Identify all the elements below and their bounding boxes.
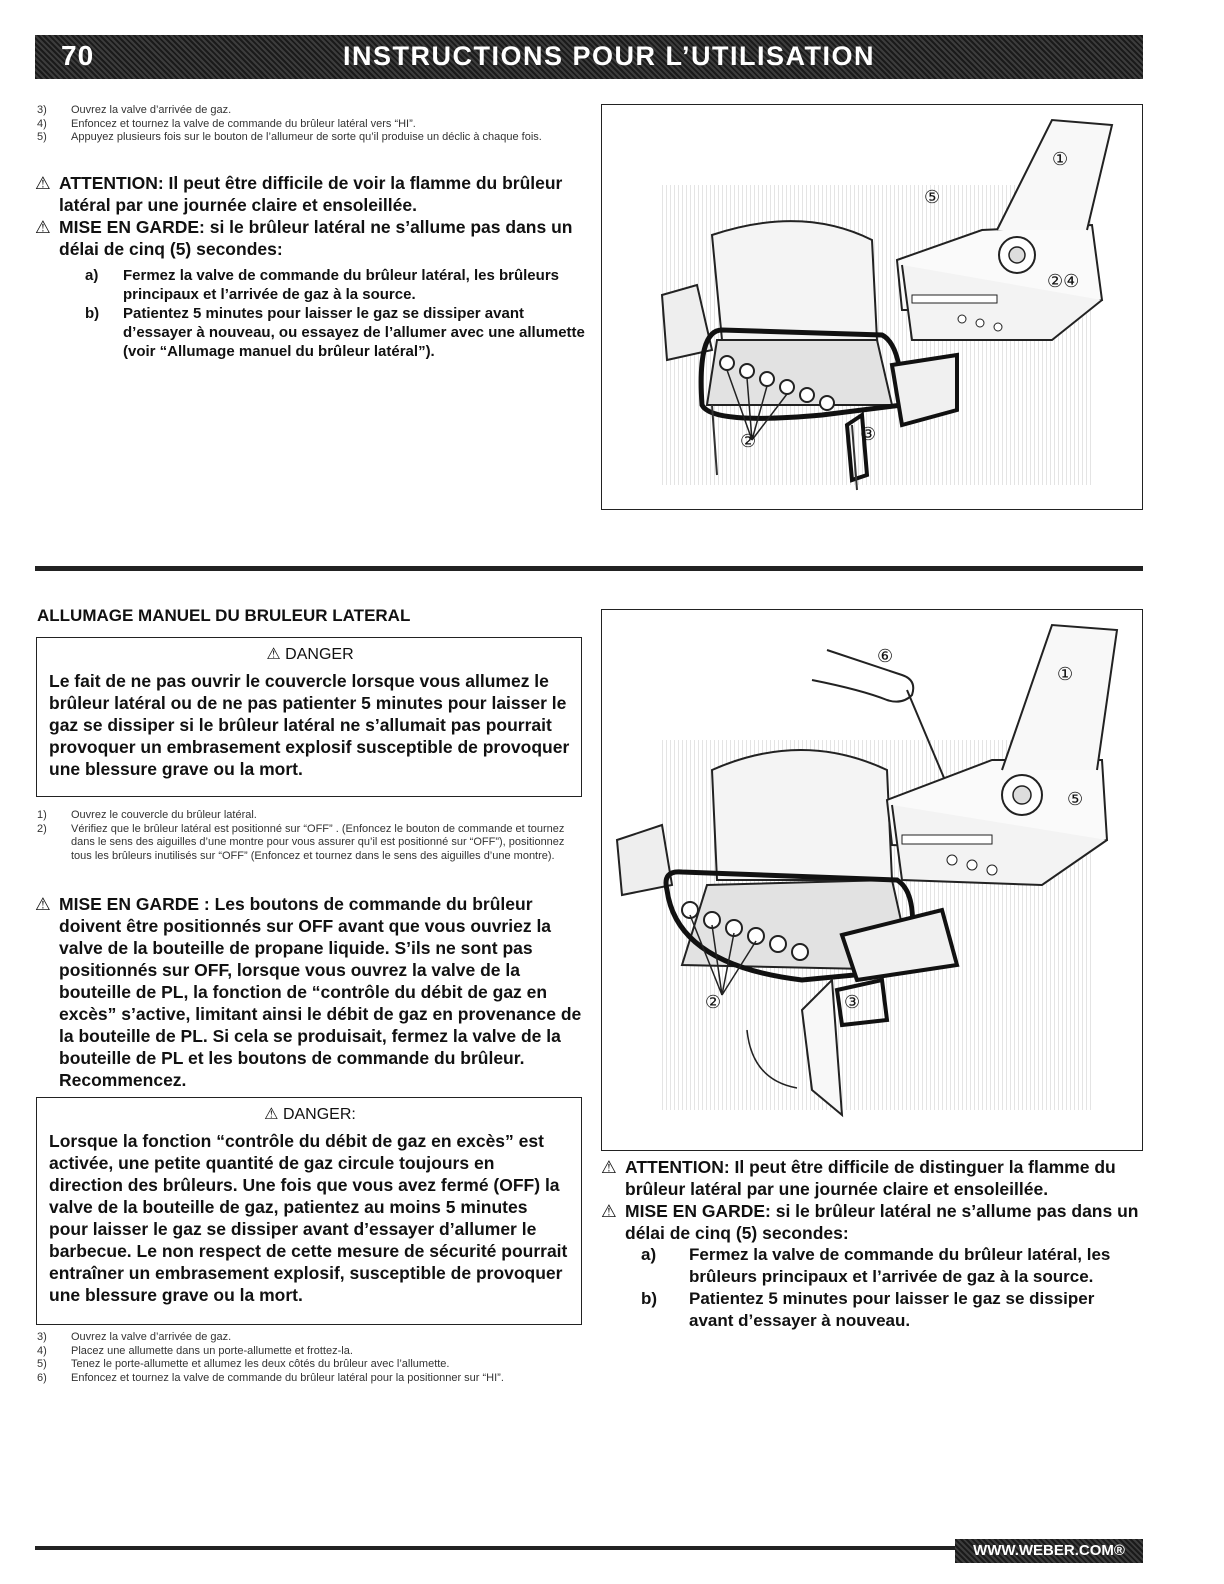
side-burner-illustration [601, 104, 1143, 510]
list-item: 5) Appuyez plusieurs fois sur le bouton de l’allumeur de sorte qu’il produise un déclic à chaque fois. [37, 131, 542, 143]
danger-box-2 [36, 1097, 582, 1325]
danger-text: Le fait de ne pas ouvrir le couvercle lorsque vous allumez le brûleur latéral ou de ne pas patienter 5 minutes pour laisser le gaz se dissiper si le brûleur latéral ne s’allumait pas pourrait provoquer un embrasement explosif susceptible de provoquer une blessure grave ou la mort. [49, 671, 570, 779]
attention-warning: ⚠ ATTENTION: Il peut être difficile de voir la flamme du brûleur latéral par une journée claire et ensoleillée. [35, 173, 563, 215]
callout-1: ① [1057, 664, 1074, 685]
page-number: 70 [61, 40, 95, 71]
danger-text: Lorsque la fonction “contrôle du débit de gaz en excès” est activée, une petite quantité de gaz circule toujours en direction des brûleurs. Une fois que vous avez fermé (OFF) la valve de la bouteille de gaz, patientez au moins 5 minutes pour laisser le gaz se dissiper avant d’essayer d’allumer le barbecue. Le non respect de cette mesure de sécurité pourrait entraîner un embrasement explosif, susceptible de provoquer une blessure grave ou la mort. [49, 1131, 568, 1305]
danger-box-1 [36, 637, 582, 797]
footer-url: WWW.WEBER.COM® [955, 1539, 1143, 1563]
warning-icon: ⚠ [601, 1157, 617, 1177]
list-item: a) Fermez la valve de commande du brûleur latéral, les brûleurs principaux et l’arrivée de gaz à la source. [85, 267, 559, 303]
list-item: 1) Ouvrez le couvercle du brûleur latéral. [37, 809, 257, 821]
top-steps-list [37, 104, 582, 145]
grill-lid [712, 750, 892, 880]
attention-warning: ⚠ ATTENTION: Il peut être difficile de distinguer la flamme du brûleur latéral par une journée claire et ensoleillée. [601, 1157, 1116, 1199]
warning-sub-list [85, 266, 585, 361]
page-header [35, 35, 1143, 79]
list-item: 5) Tenez le porte-allumette et allumez les deux côtés du brûleur avec l’allumette. [37, 1358, 450, 1370]
manual-lighting-illustration [601, 609, 1143, 1151]
callout-2: ② [705, 992, 722, 1013]
warning-icon: ⚠ [35, 217, 51, 237]
callout-3: ③ [844, 992, 861, 1013]
hand-illustration [812, 650, 913, 702]
list-item: 3) Ouvrez la valve d’arrivée de gaz. [37, 1331, 232, 1343]
mise-en-garde-warning: ⚠ MISE EN GARDE: si le brûleur latéral ne s’allume pas dans un délai de cinq (5) secondes: [601, 1201, 1139, 1243]
callout-1: ① [1052, 149, 1069, 170]
callout-5: ⑤ [924, 187, 941, 208]
mid-warning: ⚠ MISE EN GARDE : Les boutons de commande du brûleur doivent être positionnés sur OFF avant que vous ouvriez la valve de la bouteille de propane liquide. S’ils ne sont pas positionnés sur OFF, lorsque vous ouvrez la valve de la bouteille de PL, la fonction de “contrôle du débit de gaz en excès” s’active, limitant ainsi le débit de gaz en provenance de la bouteille de PL. Si cela se produisait, fermez la valve de la bouteille de PL et les boutons de commande du brûleur. Recommencez. [35, 894, 582, 1090]
danger-heading: ⚠ DANGER [266, 646, 354, 663]
grill-diagram [602, 105, 1142, 509]
list-item: 4) Enfoncez et tournez la valve de commande du brûleur latéral vers “HI”. [37, 117, 416, 130]
warning-icon: ⚠ [601, 1201, 617, 1221]
danger-heading: ⚠ DANGER: [264, 1106, 356, 1123]
callout-3: ③ [860, 424, 877, 445]
callout-6: ⑥ [877, 646, 894, 667]
side-burner-lid [997, 120, 1112, 230]
right-warnings [601, 1156, 1141, 1332]
section-divider [35, 566, 1143, 571]
side-burner-closed [892, 355, 957, 425]
mid-steps-list [37, 809, 582, 863]
page-title: INSTRUCTIONS POUR L’UTILISATION [343, 41, 875, 71]
warning-sub-list [641, 1244, 1141, 1332]
list-item: 2) Vérifiez que le brûleur latéral est positionné sur “OFF” . (Enfoncez le bouton de commande et tournez dans le sens des aiguilles d’une montre pour vous assurer qu’il est positionné sur “OFF”), positionnez tous les brûleurs inutilisés sur “OFF” (Enfoncez et tournez dans le sens des aiguilles d’une montre). [37, 822, 565, 862]
mise-en-garde-warning: ⚠ MISE EN GARDE: si le brûleur latéral ne s’allume pas dans un délai de cinq (5) secondes: [35, 217, 573, 259]
callout-2: ② [740, 431, 757, 452]
section-title: ALLUMAGE MANUEL DU BRULEUR LATERAL [37, 606, 411, 625]
callout-2-4: ②④ [1047, 271, 1080, 292]
list-item: b) Patientez 5 minutes pour laisser le gaz se dissiper avant d’essayer à nouveau, ou essayez de l’allumer avec une allumette (voir “Allumage manuel du brûleur latéral”). [85, 305, 585, 360]
list-item: 3) Ouvrez la valve d’arrivée de gaz. [37, 104, 232, 116]
list-item: b) Patientez 5 minutes pour laisser le gaz se dissiper avant d’essayer à nouveau. [641, 1289, 1095, 1330]
grill-lid [712, 221, 877, 340]
list-item: a) Fermez la valve de commande du brûleur latéral, les brûleurs principaux et l’arrivée de gaz à la source. [641, 1245, 1111, 1286]
grill-manual-diagram [602, 610, 1142, 1150]
top-warnings [35, 172, 585, 361]
side-burner-lid [1002, 625, 1117, 770]
footer-rule [35, 1546, 955, 1550]
warning-icon: ⚠ [35, 894, 51, 914]
bottom-steps-list [37, 1331, 582, 1385]
warning-icon: ⚠ [35, 173, 51, 193]
list-item: 4) Placez une allumette dans un porte-allumette et frottez-la. [37, 1344, 353, 1357]
list-item: 6) Enfoncez et tournez la valve de commande du brûleur latéral pour la positionner sur “HI”. [37, 1371, 504, 1384]
callout-5: ⑤ [1067, 789, 1084, 810]
